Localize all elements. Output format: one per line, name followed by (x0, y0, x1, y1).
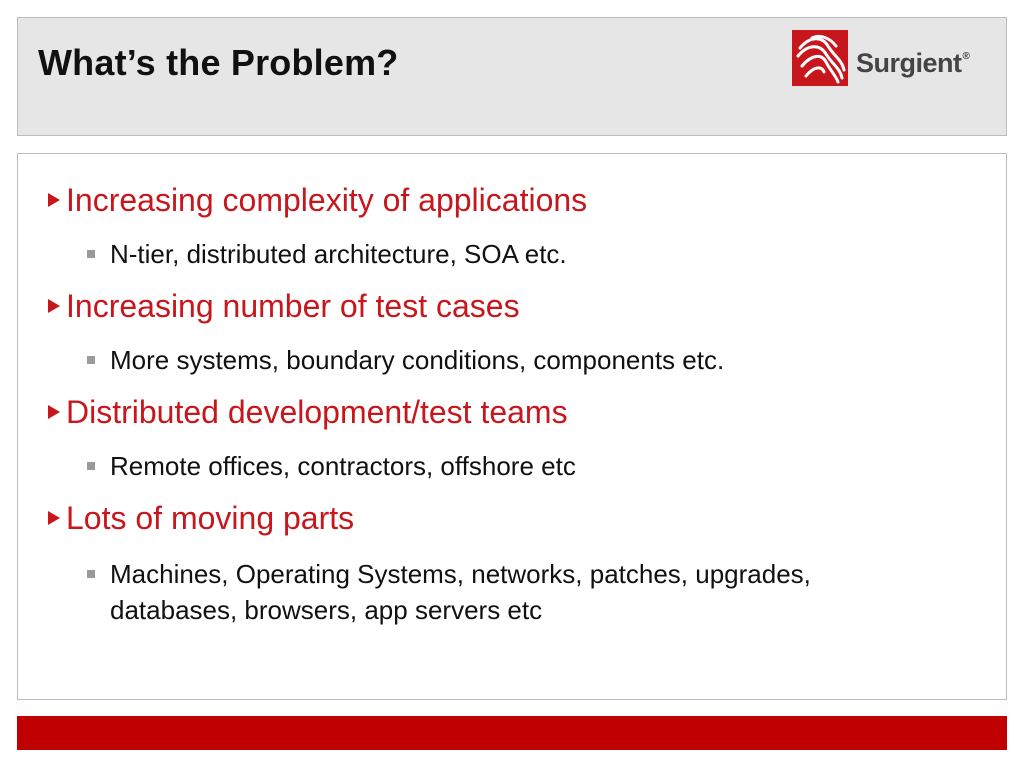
bullet-item (66, 500, 354, 537)
square-icon (87, 356, 95, 364)
square-icon (87, 462, 95, 470)
surgient-logo-icon (792, 30, 848, 86)
triangle-right-icon (48, 405, 60, 419)
bullet-item (66, 288, 520, 325)
bullet-label: Lots of moving parts (66, 500, 355, 536)
bullet-item (66, 394, 568, 431)
sub-bullet-label: N-tier, distributed architecture, SOA etc. (110, 239, 567, 269)
sub-bullet-label: Remote offices, contractors, offshore etc (110, 451, 576, 481)
sub-bullet-item (110, 556, 900, 628)
bullet-label: Increasing number of test cases (66, 288, 520, 324)
square-icon (87, 570, 95, 578)
surgient-logo (792, 30, 982, 90)
sub-bullet-label: Machines, Operating Systems, networks, patches, upgrades, databases, browsers, app servers etc (110, 559, 811, 625)
logo-text: Surgient (856, 48, 962, 78)
sub-bullet-label: More systems, boundary conditions, components etc. (110, 345, 725, 375)
logo-registered-mark: ® (962, 51, 970, 62)
logo-wordmark (856, 48, 969, 79)
bullet-item (66, 182, 587, 219)
triangle-right-icon (48, 299, 60, 313)
triangle-right-icon (48, 511, 60, 525)
slide-title: What’s the Problem? (38, 42, 399, 83)
sub-bullet-item (110, 236, 940, 272)
triangle-right-icon (48, 193, 60, 207)
bullet-label: Distributed development/test teams (66, 394, 568, 430)
sub-bullet-item (110, 448, 940, 484)
bullet-label: Increasing complexity of applications (66, 182, 588, 218)
square-icon (87, 250, 95, 258)
footer-bar (17, 716, 1007, 750)
sub-bullet-item (110, 342, 940, 378)
